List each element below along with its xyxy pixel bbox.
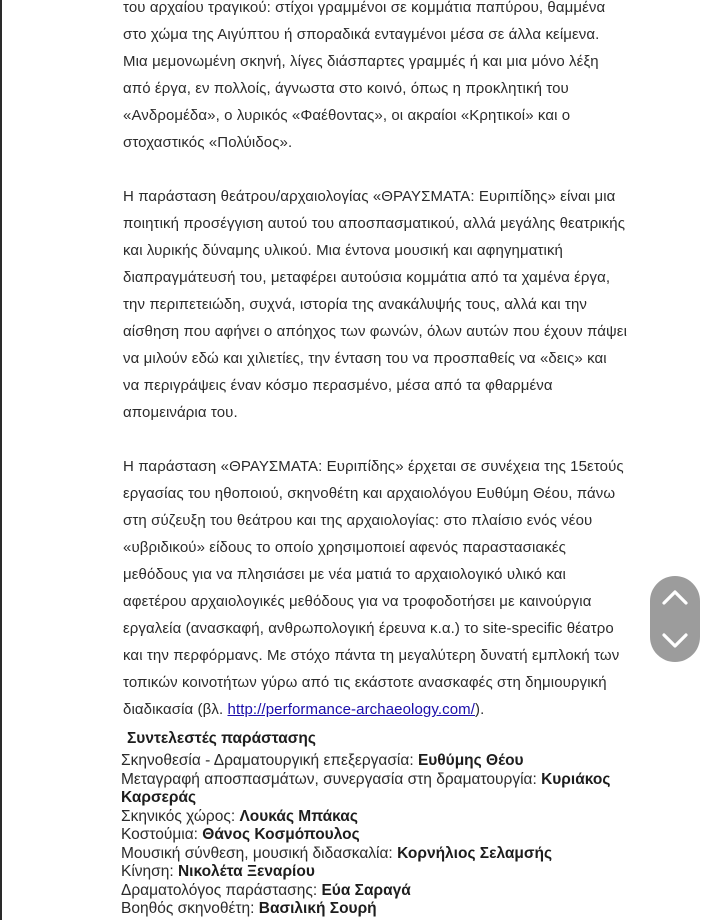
credit-row	[121, 863, 681, 882]
left-border	[0, 0, 2, 920]
text-line: να περιγράψεις έναν κόσμο περασμένο, μέσα από τα φθαρμένα	[123, 377, 553, 394]
text-line: και την περφόρμανς. Με στόχο πάντα τη μεγαλύτερη δυνατή εμπλοκή των	[123, 647, 620, 664]
text-line: αφετέρου αρχαιολογικές μεθόδους για να τροφοδοτήσει με καινούργια	[123, 593, 592, 610]
text-line-with-link	[123, 696, 683, 723]
chevron-down-icon	[661, 628, 689, 652]
credit-name: Κορνήλιος Σελαμσής	[397, 844, 553, 862]
paragraph-3	[123, 453, 683, 723]
text-line: εργασίας του ηθοποιού, σκηνοθέτη και αρχαιολόγου Ευθύμη Θέου, πάνω	[123, 485, 616, 502]
text-line: αίσθηση που αφήνει ο απόηχος των φωνών, όλων αυτών που έχουν πάψει	[123, 323, 628, 340]
paragraph-1	[123, 0, 683, 156]
text-line: την περιπετειώδη, συχνά, ιστορία της ανακάλυψής τους, αλλά και την	[123, 296, 587, 313]
text-line: απομεινάρια του.	[123, 404, 238, 421]
credit-role: Δραματολόγος παράστασης:	[121, 881, 322, 899]
text-line: εργαλεία (ανασκαφή, ανθρωπολογική έρευνα κ.α.) το site-specific θέατρο	[123, 620, 614, 637]
text-line: ποιητική προσέγγιση αυτού του αποσπασματικού, αλλά μεγάλης θεατρικής	[123, 215, 626, 232]
link-suffix: ).	[475, 701, 485, 718]
credit-name: Ευθύμης Θέου	[417, 752, 524, 769]
credits-section	[121, 729, 681, 919]
credit-role: Σκηνικός χώρος:	[121, 807, 240, 825]
credit-name: Εύα Σαραγά	[321, 881, 411, 899]
credit-row	[121, 808, 681, 827]
credit-role: Βοηθός σκηνοθέτη:	[121, 900, 259, 917]
text-line: στο χώμα της Αιγύπτου ή σποραδικά ενταγμένοι μέσα σε άλλα κείμενα.	[123, 26, 600, 43]
text-line: τοπικών κοινοτήτων γύρω από τις εκάστοτε ανασκαφές στη δημιουργική	[123, 674, 607, 691]
text-line: «υβριδικού» είδους το οποίο χρησιμοποιεί αφενός παραστασιακές	[123, 539, 566, 556]
chevron-up-icon	[661, 585, 689, 609]
text-line: στοχαστικός «Πολύιδος».	[123, 134, 293, 151]
credit-role: Μουσική σύνθεση, μουσική διδασκαλία:	[121, 844, 398, 862]
scroll-up-button[interactable]	[650, 576, 700, 619]
link-prefix: διαδικασία (βλ.	[123, 701, 228, 718]
text-line: μεθόδους για να πλησιάσει με νέα ματιά το αρχαιολογικό υλικό και	[123, 566, 566, 583]
text-line: Η παράσταση θεάτρου/αρχαιολογίας «ΘΡΑΥΣΜΑΤΑ: Ευριπίδης» είναι μια	[123, 188, 616, 205]
text-line: Η παράσταση «ΘΡΑΥΣΜΑΤΑ: Ευριπίδης» έρχεται σε συνέχεια της 15ετούς	[123, 458, 624, 475]
credit-name: Θάνος Κοσμόπουλος	[202, 826, 360, 843]
text-line: να μιλούν εδώ και χιλιετίες, την ένταση του να προσπαθείς να «δεις» και	[123, 350, 607, 367]
credit-role: Μεταγραφή αποσπασμάτων, συνεργασία στη δραματουργία:	[121, 770, 542, 788]
article-body	[123, 0, 683, 723]
scroll-down-button[interactable]	[650, 619, 700, 662]
text-line: «Ανδρομέδα», ο λυρικός «Φαέθοντας», οι ακραίοι «Κρητικοί» και ο	[123, 107, 571, 124]
text-line: του αρχαίου τραγικού: στίχοι γραμμένοι σε κομμάτια παπύρου, θαμμένα	[123, 0, 606, 16]
performance-archaeology-link[interactable]: http://performance-archaeology.com/	[227, 701, 476, 718]
scroll-control	[650, 576, 700, 662]
credit-role: Σκηνοθεσία - Δραματουργική επεξεργασία:	[121, 752, 418, 769]
paragraph-2	[123, 183, 683, 426]
credit-row	[121, 771, 681, 808]
credit-role: Κοστούμια:	[121, 826, 203, 843]
credit-row	[121, 826, 681, 845]
text-line: στη σύζευξη του θεάτρου και της αρχαιολογίας: στο πλαίσιο ενός νέου	[123, 512, 593, 529]
credit-row	[121, 882, 681, 901]
credit-role: Κίνηση:	[121, 863, 178, 880]
text-line: από έργα, εν πολλοίς, άγνωστα στο κοινό, όπως η προκλητική του	[123, 80, 569, 97]
text-line: και λυρικής δύναμης υλικού. Μια έντονα μουσική και αφηγηματική	[123, 242, 563, 259]
credit-name: Βασιλική Σουρή	[258, 900, 377, 917]
credit-name: Νικολέτα Ξεναρίου	[177, 863, 315, 880]
text-line: Μια μεμονωμένη σκηνή, λίγες διάσπαρτες γραμμές ή και μια μόνο λέξη	[123, 53, 599, 70]
credit-row	[121, 900, 681, 919]
credit-row	[121, 845, 681, 864]
credit-row	[121, 752, 681, 771]
text-line: διαπραγμάτευσή του, μεταφέρει αυτούσια κομμάτια από τα χαμένα έργα,	[123, 269, 611, 286]
credit-name-continued: Καρσεράς	[121, 789, 197, 806]
credit-name: Κυριάκος	[541, 770, 611, 788]
credits-title: Συντελεστές παράστασης	[127, 730, 316, 747]
credit-name: Λουκάς Μπάκας	[239, 807, 358, 825]
